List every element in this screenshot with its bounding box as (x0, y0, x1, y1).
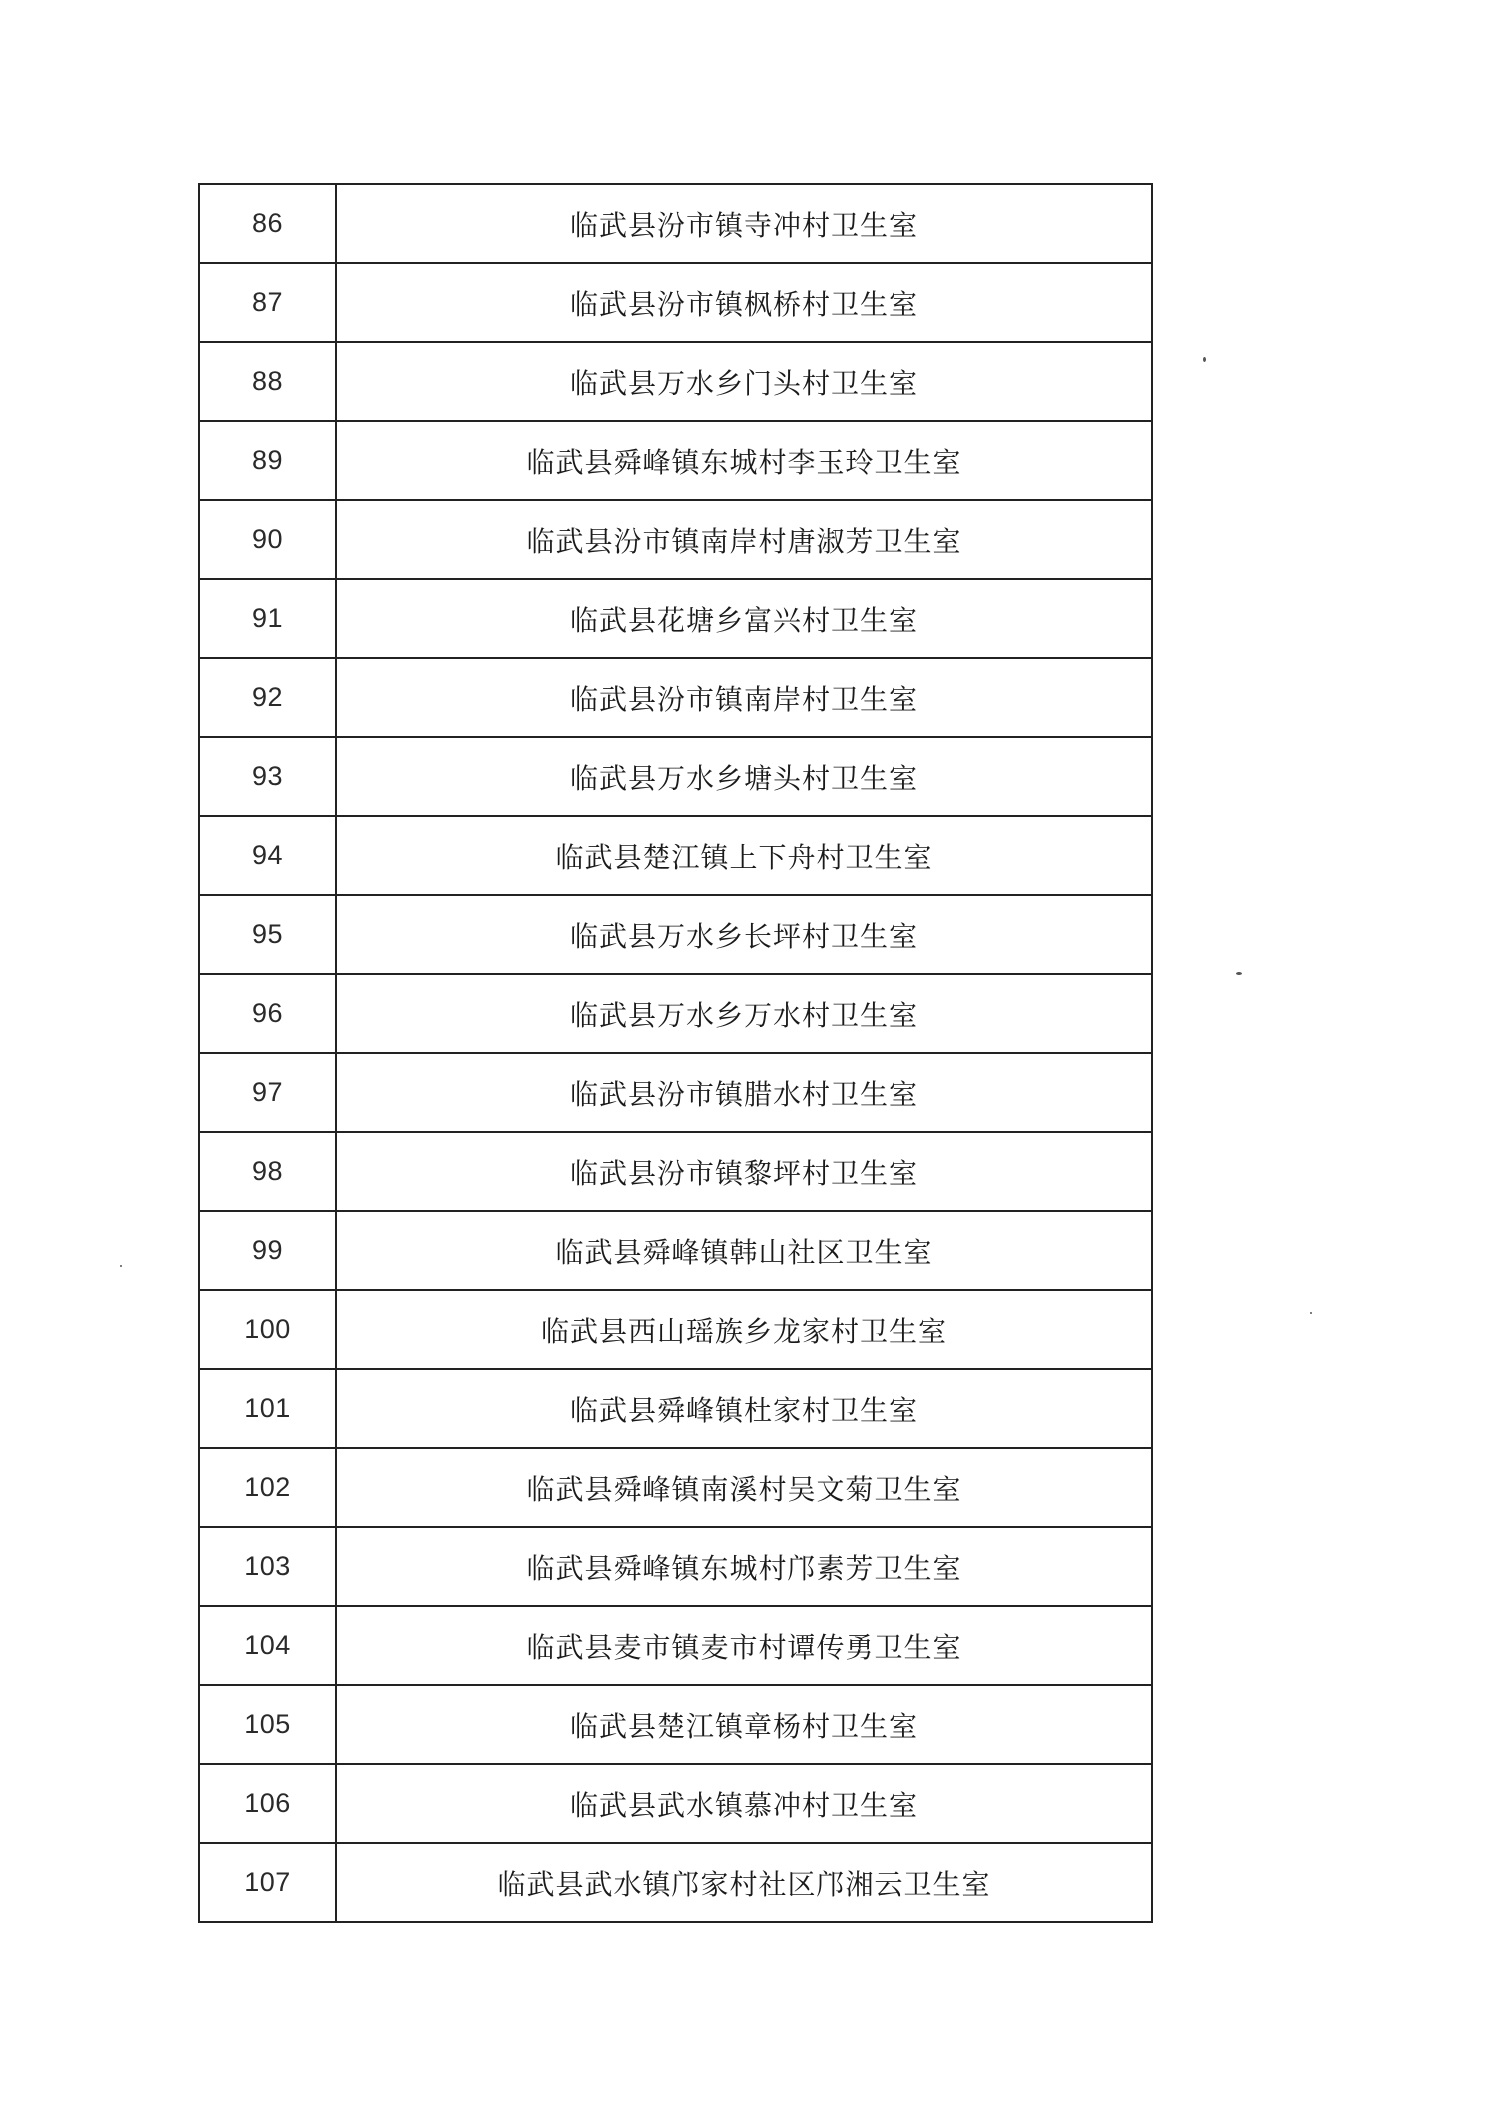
table-body (199, 184, 1152, 1922)
clinic-name: 临武县汾市镇黎坪村卫生室 (336, 1132, 1152, 1211)
row-number: 103 (199, 1527, 336, 1606)
table-row (199, 184, 1152, 263)
clinic-name: 临武县万水乡长坪村卫生室 (336, 895, 1152, 974)
row-number: 94 (199, 816, 336, 895)
clinic-name: 临武县万水乡万水村卫生室 (336, 974, 1152, 1053)
clinic-name: 临武县舜峰镇东城村邝素芳卫生室 (336, 1527, 1152, 1606)
table-row (199, 1685, 1152, 1764)
clinic-name: 临武县舜峰镇南溪村吴文菊卫生室 (336, 1448, 1152, 1527)
row-number: 104 (199, 1606, 336, 1685)
row-number: 90 (199, 500, 336, 579)
row-number: 102 (199, 1448, 336, 1527)
row-number: 86 (199, 184, 336, 263)
row-number: 105 (199, 1685, 336, 1764)
row-number: 89 (199, 421, 336, 500)
clinic-name: 临武县汾市镇南岸村卫生室 (336, 658, 1152, 737)
table-row (199, 1290, 1152, 1369)
row-number: 95 (199, 895, 336, 974)
table-row (199, 1132, 1152, 1211)
clinic-name: 临武县楚江镇上下舟村卫生室 (336, 816, 1152, 895)
clinic-name: 临武县楚江镇章杨村卫生室 (336, 1685, 1152, 1764)
row-number: 99 (199, 1211, 336, 1290)
clinic-name: 临武县汾市镇寺冲村卫生室 (336, 184, 1152, 263)
clinic-name: 临武县舜峰镇韩山社区卫生室 (336, 1211, 1152, 1290)
clinic-name: 临武县花塘乡富兴村卫生室 (336, 579, 1152, 658)
row-number: 91 (199, 579, 336, 658)
row-number: 100 (199, 1290, 336, 1369)
row-number: 92 (199, 658, 336, 737)
row-number: 98 (199, 1132, 336, 1211)
clinic-name: 临武县武水镇邝家村社区邝湘云卫生室 (336, 1843, 1152, 1922)
table-row (199, 1211, 1152, 1290)
row-number: 93 (199, 737, 336, 816)
table-row (199, 1369, 1152, 1448)
table-row (199, 737, 1152, 816)
table-row (199, 1843, 1152, 1922)
row-number: 106 (199, 1764, 336, 1843)
clinic-name: 临武县汾市镇枫桥村卫生室 (336, 263, 1152, 342)
table-row (199, 421, 1152, 500)
row-number: 96 (199, 974, 336, 1053)
table-row (199, 1764, 1152, 1843)
table-row (199, 1606, 1152, 1685)
clinic-name: 临武县西山瑶族乡龙家村卫生室 (336, 1290, 1152, 1369)
clinic-name: 临武县汾市镇腊水村卫生室 (336, 1053, 1152, 1132)
table-row (199, 579, 1152, 658)
scan-speck (120, 1265, 122, 1267)
row-number: 101 (199, 1369, 336, 1448)
scan-speck (1310, 1312, 1312, 1314)
clinic-name: 临武县万水乡门头村卫生室 (336, 342, 1152, 421)
table-row (199, 974, 1152, 1053)
table-row (199, 1448, 1152, 1527)
table-row (199, 263, 1152, 342)
table-row (199, 342, 1152, 421)
table-row (199, 816, 1152, 895)
clinic-name: 临武县万水乡塘头村卫生室 (336, 737, 1152, 816)
clinic-name: 临武县舜峰镇东城村李玉玲卫生室 (336, 421, 1152, 500)
table-row (199, 895, 1152, 974)
table-row (199, 1527, 1152, 1606)
clinic-name: 临武县麦市镇麦市村谭传勇卫生室 (336, 1606, 1152, 1685)
table-row (199, 658, 1152, 737)
clinic-list-table (198, 183, 1153, 1923)
table-row (199, 500, 1152, 579)
clinic-name: 临武县舜峰镇杜家村卫生室 (336, 1369, 1152, 1448)
clinic-name: 临武县武水镇慕冲村卫生室 (336, 1764, 1152, 1843)
table-row (199, 1053, 1152, 1132)
scan-speck (1236, 972, 1242, 975)
row-number: 97 (199, 1053, 336, 1132)
clinic-name: 临武县汾市镇南岸村唐淑芳卫生室 (336, 500, 1152, 579)
row-number: 107 (199, 1843, 336, 1922)
scan-speck (1203, 357, 1206, 362)
row-number: 88 (199, 342, 336, 421)
row-number: 87 (199, 263, 336, 342)
